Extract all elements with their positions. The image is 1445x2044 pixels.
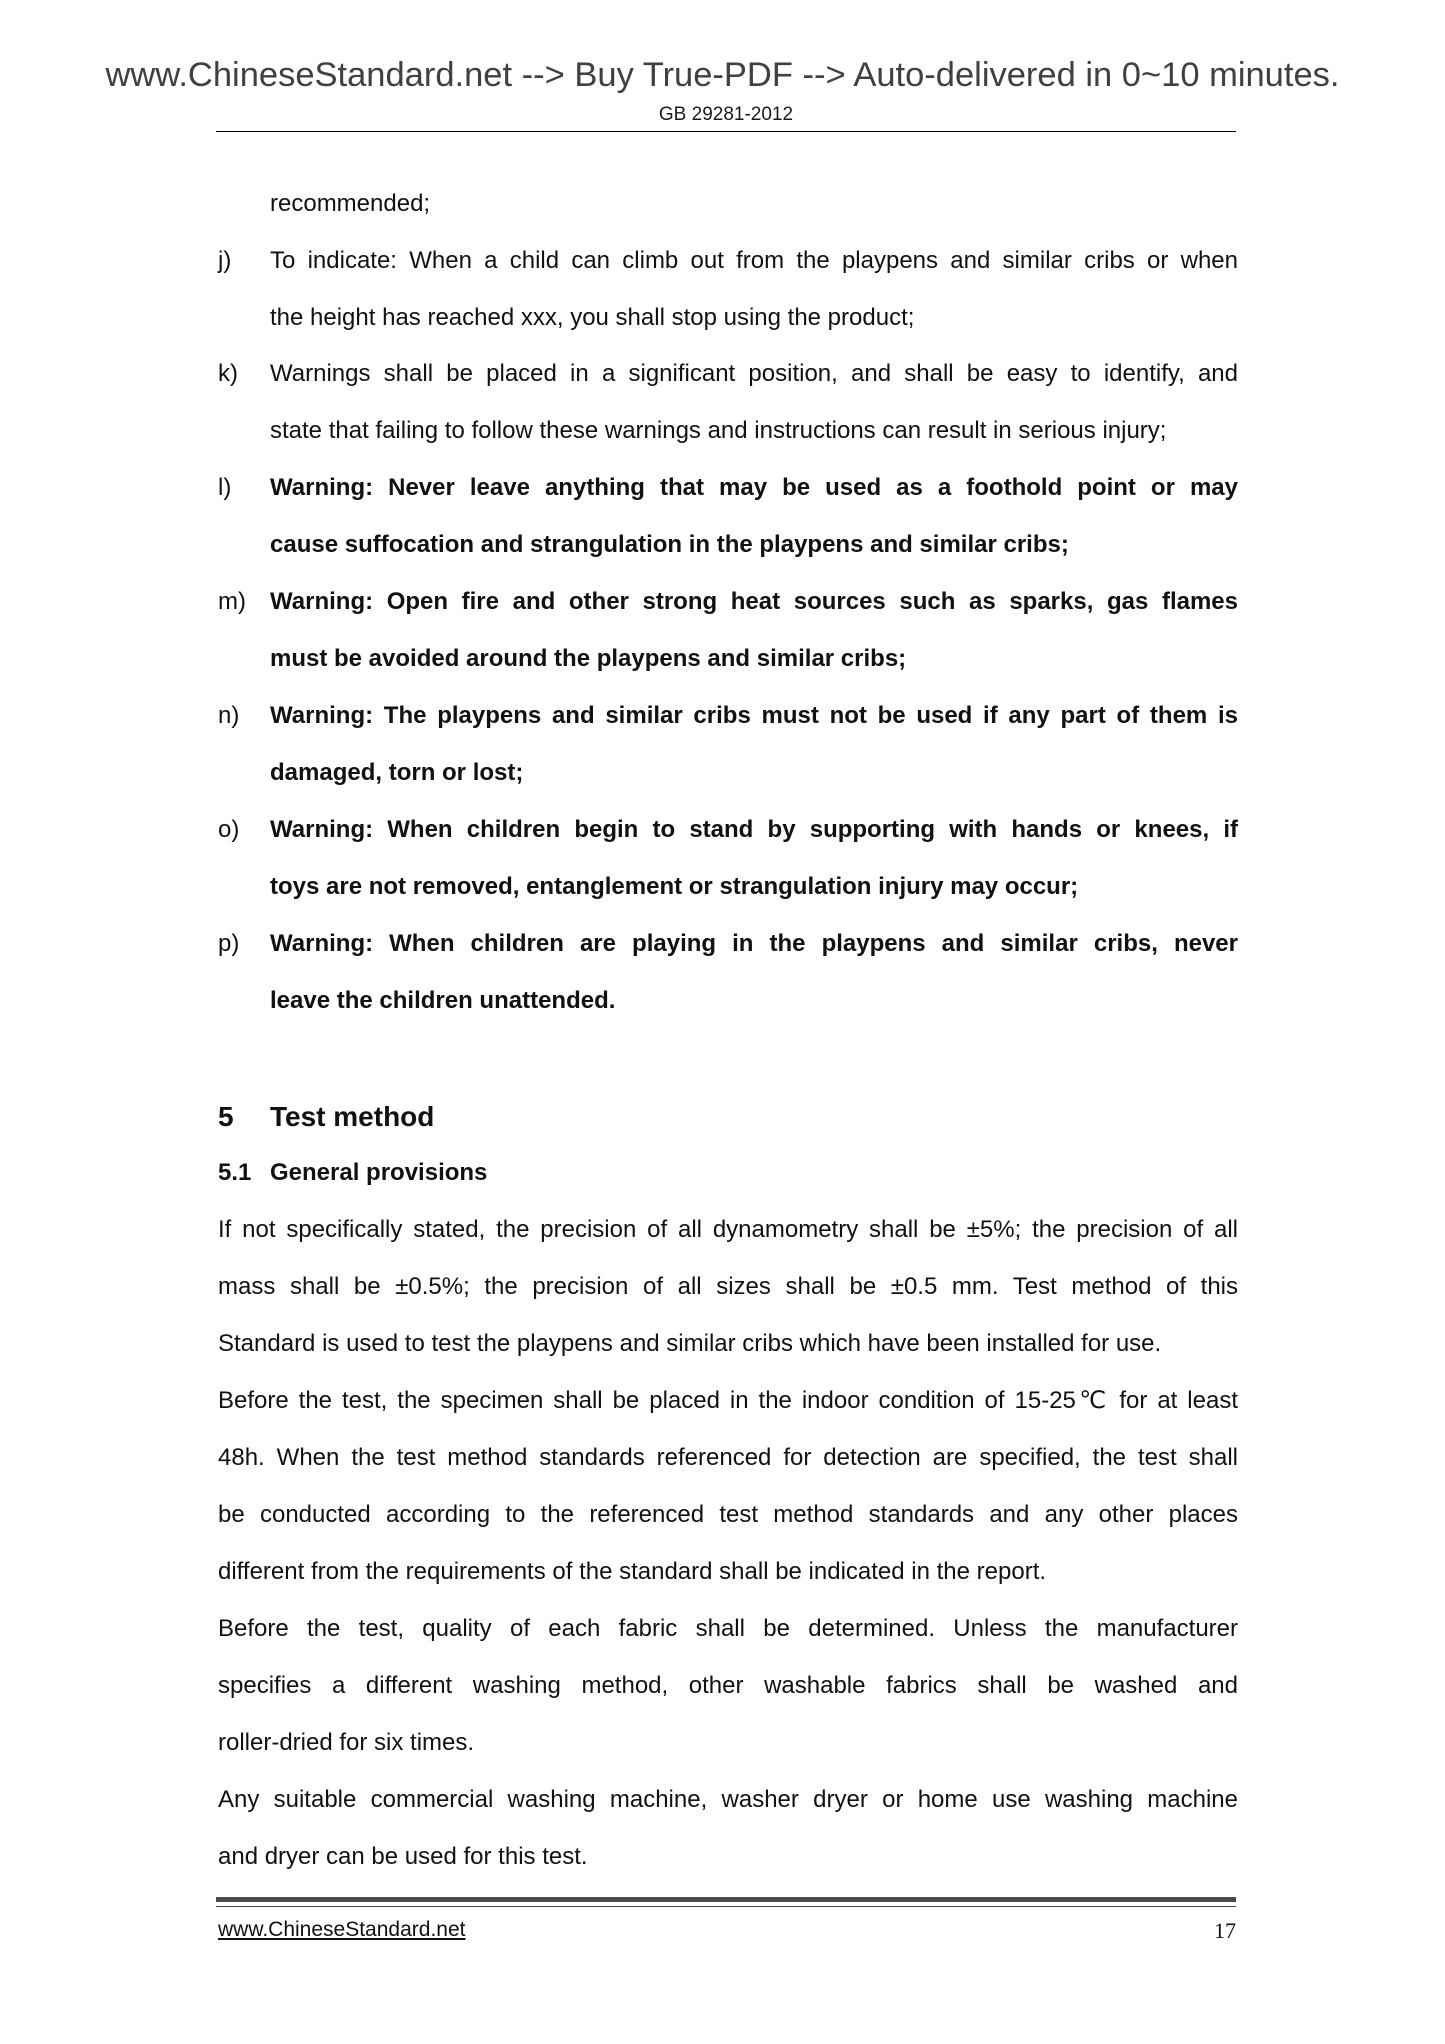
footer-divider-thick xyxy=(216,1897,1236,1902)
item-k-line-2: state that failing to follow these warnings and instructions can result in serious injury; xyxy=(270,417,1167,444)
item-o-line-2: toys are not removed, entanglement or strangulation injury may occur; xyxy=(270,873,1079,900)
item-o-line-1: Warning: When children begin to stand by supporting with hands or knees, if xyxy=(270,816,1238,843)
item-label-m: m) xyxy=(218,588,246,615)
item-n-line-2: damaged, torn or lost; xyxy=(270,759,524,786)
item-m-line-2: must be avoided around the playpens and similar cribs; xyxy=(270,645,907,672)
subsection-number: 5.1 xyxy=(218,1159,252,1186)
section-title: Test method xyxy=(270,1101,435,1132)
item-label-o: o) xyxy=(218,816,240,843)
page-number: 17 xyxy=(1214,1918,1236,1943)
item-label-l: l) xyxy=(218,474,232,501)
document-number: GB 29281-2012 xyxy=(658,104,794,125)
section-number: 5 xyxy=(218,1101,234,1132)
item-l-line-2: cause suffocation and strangulation in the playpens and similar cribs; xyxy=(270,531,1069,558)
footer-website-link[interactable]: www.ChineseStandard.net xyxy=(218,1918,466,1941)
item-label-j: j) xyxy=(218,247,232,274)
item-l-line-1: Warning: Never leave anything that may be used as a foothold point or may xyxy=(270,474,1238,501)
item-j-line-2: the height has reached xxx, you shall stop using the product; xyxy=(270,304,915,331)
continuation-text: recommended; xyxy=(270,190,431,217)
footer-divider-thin xyxy=(216,1906,1236,1907)
item-label-k: k) xyxy=(218,360,238,387)
subsection-title: General provisions xyxy=(270,1159,488,1186)
item-p-line-2: leave the children unattended. xyxy=(270,987,616,1014)
item-k-line-1: Warnings shall be placed in a significant position, and shall be easy to identify, and xyxy=(270,360,1238,387)
promo-banner[interactable]: www.ChineseStandard.net --> Buy True-PDF --> Auto-delivered in 0~10 minutes. xyxy=(105,56,1340,94)
item-m-line-1: Warning: Open fire and other strong heat sources such as sparks, gas flames xyxy=(270,588,1238,615)
para-1-line-2: mass shall be ±0.5%; the precision of all sizes shall be ±0.5 mm. Test method of this xyxy=(218,1273,1238,1300)
para-2-line-1: Before the test, the specimen shall be placed in the indoor condition of 15-25℃ for at least xyxy=(218,1387,1238,1414)
para-1-line-3: Standard is used to test the playpens and similar cribs which have been installed for use. xyxy=(218,1330,1162,1357)
para-2-line-3: be conducted according to the referenced test method standards and any other places xyxy=(218,1501,1238,1528)
para-3-line-1: Before the test, quality of each fabric shall be determined. Unless the manufacturer xyxy=(218,1615,1238,1642)
item-n-line-1: Warning: The playpens and similar cribs must not be used if any part of them is xyxy=(270,702,1238,729)
item-label-n: n) xyxy=(218,702,240,729)
para-3-line-2: specifies a different washing method, other washable fabrics shall be washed and xyxy=(218,1672,1238,1699)
para-2-line-2: 48h. When the test method standards referenced for detection are specified, the test shall xyxy=(218,1444,1238,1471)
para-4-line-2: and dryer can be used for this test. xyxy=(218,1843,588,1870)
para-3-line-3: roller-dried for six times. xyxy=(218,1729,475,1756)
item-j-line-1: To indicate: When a child can climb out from the playpens and similar cribs or when xyxy=(270,247,1238,274)
para-2-line-4: different from the requirements of the standard shall be indicated in the report. xyxy=(218,1558,1047,1585)
item-p-line-1: Warning: When children are playing in the playpens and similar cribs, never xyxy=(270,930,1238,957)
para-4-line-1: Any suitable commercial washing machine, washer dryer or home use washing machine xyxy=(218,1786,1238,1813)
header-divider xyxy=(216,131,1236,132)
item-label-p: p) xyxy=(218,930,240,957)
para-1-line-1: If not specifically stated, the precision of all dynamometry shall be ±5%; the precision of all xyxy=(218,1216,1238,1243)
